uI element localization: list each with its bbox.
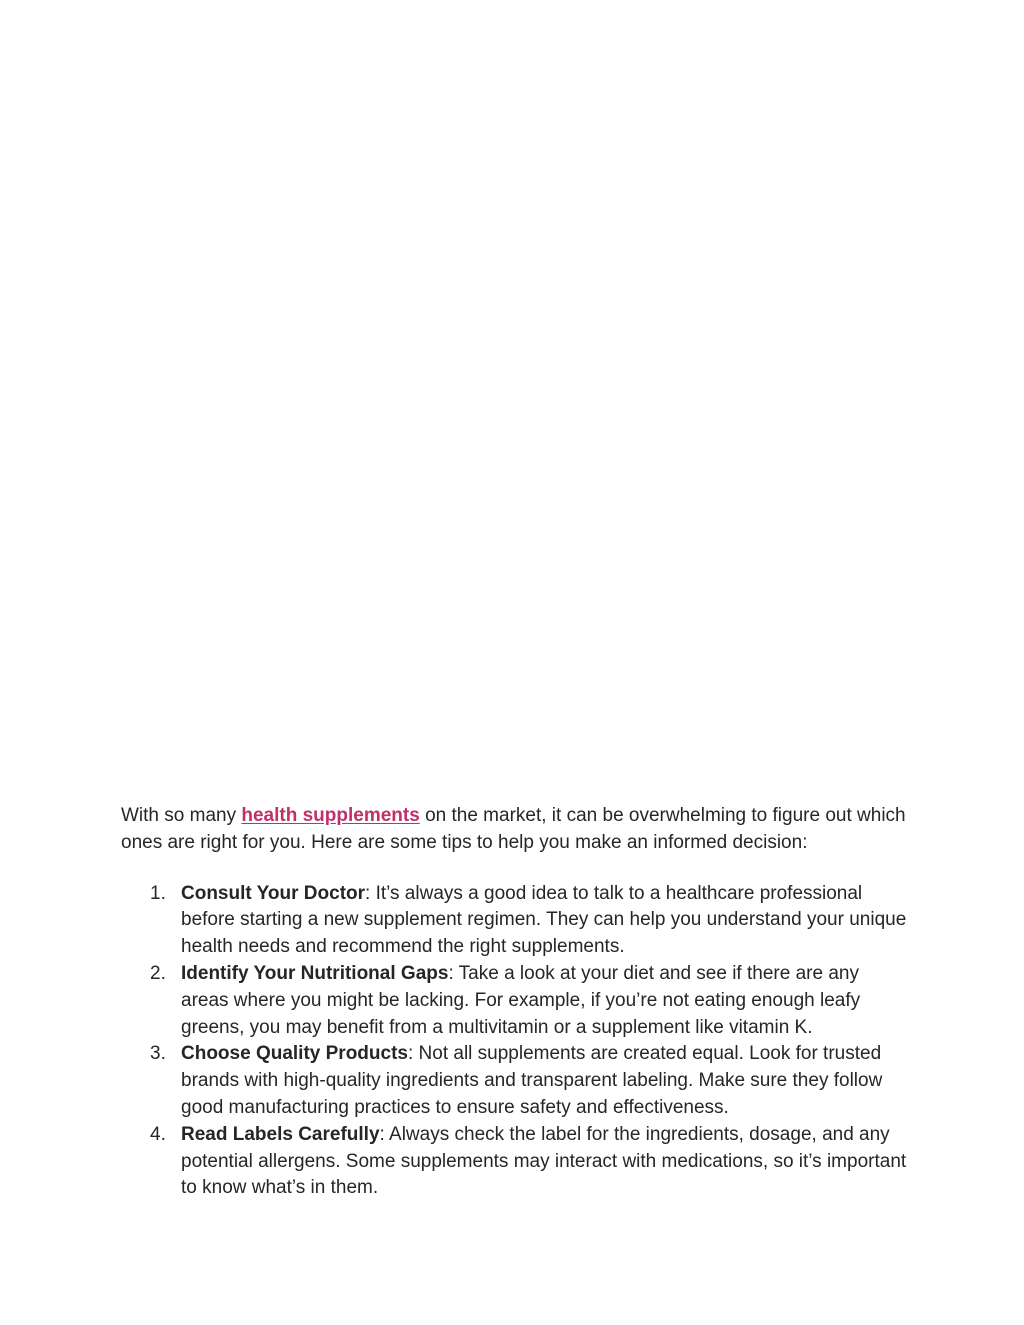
tip-title: Identify Your Nutritional Gaps xyxy=(181,962,449,984)
health-supplements-link[interactable]: health supplements xyxy=(241,805,420,826)
list-item-number: 3. xyxy=(150,1043,166,1065)
intro-text-after-link: on the market, it can be overwhelming to figure out which ones are right for you. Here are some tips to help you make an informed decision: xyxy=(121,805,906,853)
tip-title: Choose Quality Products xyxy=(181,1043,408,1065)
list-item xyxy=(121,1041,911,1121)
tips-list xyxy=(121,881,911,1203)
list-item-number: 1. xyxy=(150,882,166,904)
tip-text: : Take a look at your diet and see if there are any areas where you might be lacking. For example, if you’re not eating enough leafy greens, you may benefit from a multivitamin or a supplement like vitamin K. xyxy=(181,962,861,1038)
tip-title: Read Labels Carefully xyxy=(181,1123,380,1145)
tip-title: Consult Your Doctor xyxy=(181,882,366,904)
list-item xyxy=(121,961,911,1041)
tip-text: : It’s always a good idea to talk to a healthcare professional before starting a new supplement regimen. They can help you understand your unique health needs and recommend the right supplements. xyxy=(181,882,907,958)
intro-text-before-link: With so many xyxy=(121,805,242,826)
list-item xyxy=(121,881,911,961)
tip-text: : Not all supplements are created equal. Look for trusted brands with high-quality ingredients and transparent labeling. Make sure they follow good manufacturing practices to ensure safety and effectiveness. xyxy=(181,1043,883,1118)
list-item-number: 4. xyxy=(150,1123,166,1145)
list-item xyxy=(121,1122,911,1202)
article-body xyxy=(121,803,911,1202)
tip-text: : Always check the label for the ingredients, dosage, and any potential allergens. Some supplements may interact with medications, so it’s important to know what’s in them. xyxy=(181,1123,907,1199)
list-item-number: 2. xyxy=(150,962,166,984)
intro-paragraph xyxy=(121,803,911,857)
